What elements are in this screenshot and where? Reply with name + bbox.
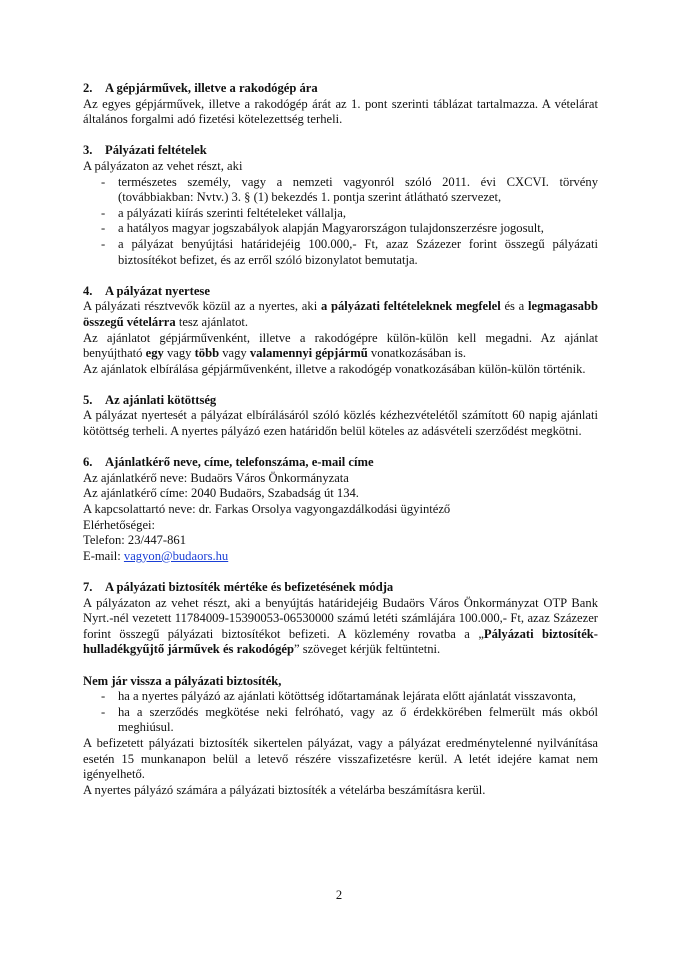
contact-address-line: Az ajánlatkérő címe: 2040 Budaörs, Szabadság út 134. xyxy=(83,486,359,501)
section-3 xyxy=(83,143,598,268)
section-7-heading: 7. A pályázati biztosíték mértéke és befizetésének módja xyxy=(83,580,394,594)
section-5 xyxy=(83,393,598,440)
contact-phone-line: Telefon: 23/447-861 xyxy=(83,533,186,548)
section-7-title: A pályázati biztosíték mértéke és befizetésének módja xyxy=(105,580,394,594)
section-7-subtitle: Nem jár vissza a pályázati biztosíték, xyxy=(83,673,282,688)
section-7 xyxy=(83,580,598,798)
section-4 xyxy=(83,284,598,378)
section-7-spacer xyxy=(83,658,598,674)
section-3-heading: 3. Pályázati feltételek xyxy=(83,143,207,158)
section-4-paragraph-1: A pályázati résztvevők közül az a nyertes, aki a pályázati feltételeknek megfelel és a legmagasabb összegű vételárra tesz ajánlatot. xyxy=(83,299,598,329)
section-2-title: A gépjárművek, illetve a rakodógép ára xyxy=(105,81,318,95)
section-6-heading: 6. Ajánlatkérő neve, címe, telefonszáma, e-mail címe xyxy=(83,455,374,470)
section-2-text: Az egyes gépjárművek, illetve a rakodógép árát az 1. pont szerinti táblázat tartalmazza. A vételárat általános forgalmi adó fizetési kötelezettség terheli. xyxy=(83,96,598,127)
section-7-paragraph-1: A pályázaton az vehet részt, aki a benyújtás határidejéig Budaörs Város Önkormányzat OTP Bank Nyrt.-nél vezetett 11784009-15390053-06530000 számú letéti számlájára 100.000,- Ft, azaz Százezer forint összegű pályázati biztosítékot befizeti. A közlemény rovatba a „Pályázati biztosíték-hulladékgyűjtő járművek és rakodógép” szöveget kérjük feltüntetni. xyxy=(83,595,598,657)
section-4-heading: 4. A pályázat nyertese xyxy=(83,283,210,298)
list-item: - a pályázat benyújtási határidejéig 100.000,- Ft, azaz Százezer forint összegű pályázati biztosítékot befizet, és az erről szóló bizonylatot bemutatja. xyxy=(101,236,598,267)
list-item: - ha a nyertes pályázó az ajánlati kötöttség időtartamának lejárata előtt ajánlatát visszavonta, xyxy=(101,689,577,704)
document-page xyxy=(83,81,598,814)
section-6-title: Ajánlatkérő neve, címe, telefonszáma, e-mail címe xyxy=(105,455,374,470)
section-5-heading: 5. Az ajánlati kötöttség xyxy=(83,392,217,407)
section-4-paragraph-2: Az ajánlatot gépjárművenként, illetve a rakodógépre külön-külön kell megadni. Az ajánlat benyújtható egy vagy több vagy valamennyi gépjármű vonatkozásában is. xyxy=(83,330,598,361)
section-3-title: Pályázati feltételek xyxy=(105,143,207,158)
list-item: - a pályázati kiírás szerinti feltételeket vállalja, xyxy=(101,205,346,220)
section-5-text: A pályázat nyertesét a pályázat elbírálásáról szóló közlés kézhezvételétől számított 60 napig ajánlati kötöttség terheli. A nyertes pályázó ezen határidőn belül köteles az adásvételi szerződést megkötni. xyxy=(83,408,598,439)
list-item: - ha a szerződés megkötése neki felróható, vagy az ő érdekkörében felmerült más okból meghiúsul. xyxy=(101,704,598,735)
section-5-title: Az ajánlati kötöttség xyxy=(105,392,217,407)
section-6 xyxy=(83,455,598,564)
section-3-list xyxy=(83,175,598,269)
section-2-heading: 2. A gépjárművek, illetve a rakodógép ára xyxy=(83,81,318,95)
section-4-paragraph-3: Az ajánlatok elbírálása gépjárművenként, illetve a rakodógép vonatkozásában külön-külön történik. xyxy=(83,361,586,376)
section-7-paragraph-2: A befizetett pályázati biztosíték sikertelen pályázat, vagy a pályázat eredménytelenné nyilvánítása esetén 15 munkanapon belül a letevő részére visszafizetésre kerül. A letét idejére kamat nem igényelhető. xyxy=(83,735,598,782)
contact-person-line: A kapcsolattartó neve: dr. Farkas Orsolya vagyongazdálkodási ügyintéző xyxy=(83,502,451,517)
section-2 xyxy=(83,81,598,128)
section-7-paragraph-3: A nyertes pályázó számára a pályázati biztosíték a vételárba beszámításra kerül. xyxy=(83,782,486,797)
contact-email-line: E-mail: vagyon@budaors.hu xyxy=(83,548,229,563)
section-7-list xyxy=(83,689,598,736)
list-item: - természetes személy, vagy a nemzeti vagyonról szóló 2011. évi CXCVI. törvény (továbbiakban: Nvtv.) 3. § (1) bekezdés 1. pontja szerint átlátható szervezet, xyxy=(101,174,598,205)
contact-name-line: Az ajánlatkérő neve: Budaörs Város Önkormányzata xyxy=(83,470,349,485)
contact-reach-line: Elérhetőségei: xyxy=(83,517,156,532)
email-link[interactable]: vagyon@budaors.hu xyxy=(123,548,229,563)
section-3-intro: A pályázaton az vehet részt, aki xyxy=(83,158,243,173)
page-number: 2 xyxy=(335,888,343,902)
section-4-title: A pályázat nyertese xyxy=(105,283,210,298)
list-item: - a hatályos magyar jogszabályok alapján Magyarországon tulajdonszerzésre jogosult, xyxy=(101,221,544,236)
